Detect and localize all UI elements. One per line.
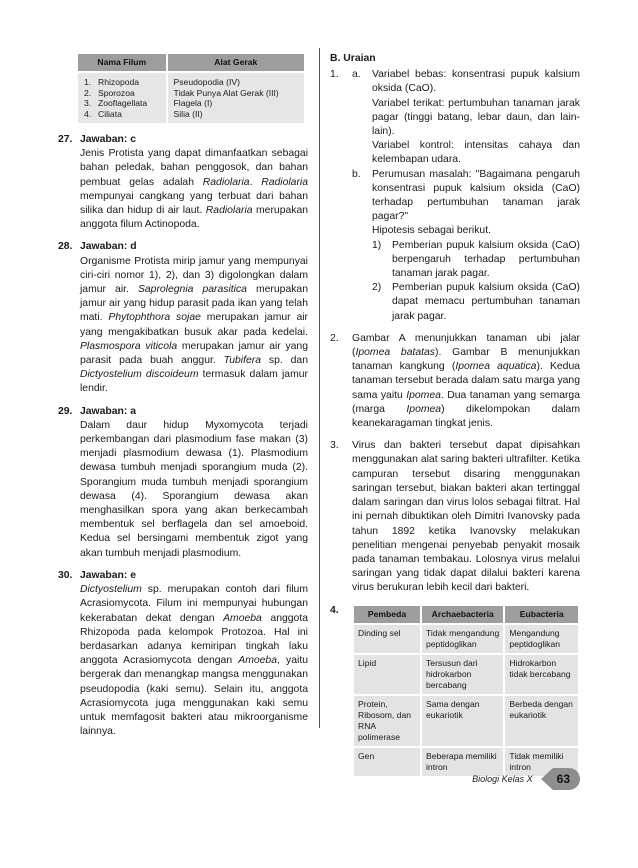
sub-a	[352, 68, 580, 167]
uraian-4	[330, 604, 580, 778]
table-row	[354, 655, 578, 694]
item-text: Virus dan bakteri tersebut dapat dipisahkan menggunakan alat saring bakteri ultrafilter. Ketika campuran tersebut disaring menggunakan saringan tersebut, biakan bakteri akan tertinggal dalam saringan dan virus lolos sebagai filtrat. Hal ini pernah dibuktikan oleh Dimitri Ivanovsky pada tahun 1892 ketika Ivanovsky melakukan penelitian mengenai penyebab penyakit mosaik pada tanaman tembakau. Lolosnya virus melalui saringan yang tidak dapat dilalui bakteri karena virus berukuran lebih kecil dari bakteri.	[352, 440, 580, 594]
answer-heading: Jawaban: a	[80, 405, 137, 417]
page-arrow-icon	[541, 768, 553, 790]
uraian-1	[330, 68, 580, 324]
alat-gerak: Flagela (I)	[173, 98, 213, 108]
table-cell: Beberapa memiliki intron	[422, 748, 503, 776]
answer-text: Jenis Protista yang dapat dimanfaatkan sebagai bahan peledak, bahan penggosok, dan bahan pembuat gelas adalah Radiolaria. Radiolaria mempunyai cangkang yang terbuat dari bahan silika dan hidup di air laut. Radiolaria merupakan anggota filum Actinopoda.	[80, 148, 309, 231]
filum-name: Zooflagellata	[98, 98, 148, 108]
right-column	[330, 52, 580, 778]
sub-label: 2)	[372, 282, 382, 294]
book-title: Biologi Kelas X	[472, 774, 533, 784]
row-number: 3.	[84, 98, 92, 108]
item-number: 1.	[330, 69, 339, 81]
answer-text: Dalam daur hidup Myxomycota terjadi perkembangan dari plasmodium fase makan (3) menjadi plasmodium dewasa (1). Plasmodium dewasa tumbuh menjadi sporangium muda (2). Sporangium muda tumbuh menjadi sporangium dewasa (4). Sporangium dewasa akan menghasilkan spora yang akan berkecambah membentuk sel berflagela dan sel amoeboid. Kedua sel bersingami membentuk zigot yang akan tumbuh menjadi plasmodium.	[80, 419, 308, 559]
answer-heading: Jawaban: d	[80, 241, 137, 253]
item-number: 3.	[330, 440, 339, 452]
answer-30	[58, 569, 308, 739]
table-row	[354, 696, 578, 746]
uraian-3	[330, 439, 580, 595]
answer-heading: Jawaban: c	[80, 134, 137, 145]
filum-name: Rhizopoda	[98, 77, 140, 87]
item-text: Gambar A menunjukkan tanaman ubi jalar (Ipomea batatas). Gambar B menunjukkan tanaman kangkung (Ipomea aquatica). Kedua tanaman tersebut berada dalam satu marga yang sama yaitu Ipomea. Dua tanaman yang semarga (marga Ipomea) dikelompokan dalam keanekaragaman tingkat jenis.	[352, 332, 581, 430]
hipotesis-2	[372, 281, 580, 324]
uraian-2	[330, 332, 580, 431]
alat-gerak: Pseudopodia (IV)	[173, 77, 240, 87]
table-row	[354, 625, 578, 653]
perumusan-masalah: Perumusan masalah: "Bagaimana pengaruh konsentrasi pupuk kalsium oksida (CaO) terhadap pertumbuhan tanaman jarak pagar?"	[372, 168, 580, 223]
hipotesis-text: Pemberian pupuk kalsium oksida (CaO) berpengaruh terhadap pertumbuhan tanaman jarak pagar.	[392, 239, 580, 280]
table-row	[78, 73, 304, 123]
table-cell: Tersusun dari hidrokarbon bercabang	[422, 655, 503, 694]
answer-28	[58, 240, 308, 396]
variabel-terikat: Variabel terikat: pertumbuhan tanaman jarak pagar (tinggi batang, lebar daun, dan lain-lain).	[372, 97, 580, 138]
table-cell: Hidrokarbon tidak bercabang	[505, 655, 578, 694]
sub-label: b.	[352, 168, 361, 180]
variabel-bebas: Variabel bebas: konsentrasi pupuk kalsium oksida (CaO).	[372, 69, 580, 95]
section-title: B. Uraian	[330, 53, 376, 64]
sub-label: a.	[352, 69, 361, 81]
column-divider	[319, 48, 320, 728]
variabel-kontrol: Variabel kontrol: intensitas cahaya dan kelembapan udara.	[372, 140, 580, 166]
table-cell: Tidak memiliki intron	[505, 748, 578, 776]
left-column	[58, 52, 308, 739]
table-cell: Tidak mengandung peptidoglikan	[422, 625, 503, 653]
hipotesis-label: Hipotesis sebagai berikut.	[372, 225, 491, 237]
filum-header-alat: Alat Gerak	[168, 54, 304, 71]
filum-name: Ciliata	[98, 108, 122, 119]
filum-table	[76, 52, 306, 125]
answer-number: 29.	[58, 405, 73, 417]
answer-29	[58, 405, 308, 561]
answer-number: 28.	[58, 241, 73, 253]
sub-b	[352, 168, 580, 324]
table-cell: Berbeda dengan eukariotik	[505, 696, 578, 746]
hipotesis-text: Pemberian pupuk kalsium oksida (CaO) dapat memacu pertumbuhan tanaman jarak pagar.	[392, 282, 580, 322]
comparison-table	[352, 604, 580, 778]
item-number: 2.	[330, 332, 339, 344]
answer-text: Dictyostelium sp. merupakan contoh dari filum Acrasiomycota. Filum ini mempunyai hubungan kekerabatan dekat dengan Amoeba anggota Rhizopoda pada kelompok Protozoa. Hal ini berdasarkan adanya kemiripan tingkah laku anggota Acrasiomycota dengan Amoeba, yaitu bergerak dan menangkap mangsa menggunakan pseudopodia (kaki semu). Selain itu, anggota Acrasiomycota juga menggunakan kaki semu untuk memfagosit bakteri atau mikroorganisme lainnya.	[80, 584, 308, 738]
table-cell: Sama dengan eukariotik	[422, 696, 503, 746]
col-header: Archaebacteria	[422, 606, 503, 623]
page-number: 63	[553, 768, 580, 790]
table-cell: Gen	[354, 748, 420, 776]
table-cell: Mengandung peptidoglikan	[505, 625, 578, 653]
filum-name: Sporozoa	[98, 87, 135, 98]
table-cell: Dinding sel	[354, 625, 420, 653]
row-number: 4.	[84, 108, 92, 119]
answer-27	[58, 133, 308, 232]
hipotesis-1	[372, 239, 580, 282]
answer-number: 27.	[58, 134, 73, 145]
page-footer	[472, 768, 580, 790]
answer-heading: Jawaban: e	[80, 569, 137, 581]
filum-header-name: Nama Filum	[78, 54, 166, 71]
sub-label: 1)	[372, 239, 382, 251]
table-cell: Protein, Ribosom, dan RNA polimerase	[354, 696, 420, 746]
item-number: 4.	[330, 604, 339, 616]
row-number: 2.	[84, 87, 92, 98]
col-header: Pembeda	[354, 606, 420, 623]
col-header: Eubacteria	[505, 606, 578, 623]
answer-text: Organisme Protista mirip jamur yang mempunyai ciri-ciri nomor 1), 2), dan 3) digolongkan dalam jamur air. Saprolegnia parasitica merupakan jamur air yang hidup parasit pada ikan yang telah mati. Phytophthora sojae merupakan jamur air yang mengakibatkan busuk akar pada kedelai. Plasmospora viticola merupakan jamur air yang parasit pada buah anggur. Tubifera sp. dan Dictyostelium discoideum termasuk dalam jamur lendir.	[80, 255, 308, 395]
table-cell: Lipid	[354, 655, 420, 694]
row-number: 1.	[84, 77, 92, 87]
answer-number: 30.	[58, 569, 73, 581]
alat-gerak: Silia (II)	[173, 108, 203, 119]
alat-gerak: Tidak Punya Alat Gerak (III)	[173, 87, 279, 98]
